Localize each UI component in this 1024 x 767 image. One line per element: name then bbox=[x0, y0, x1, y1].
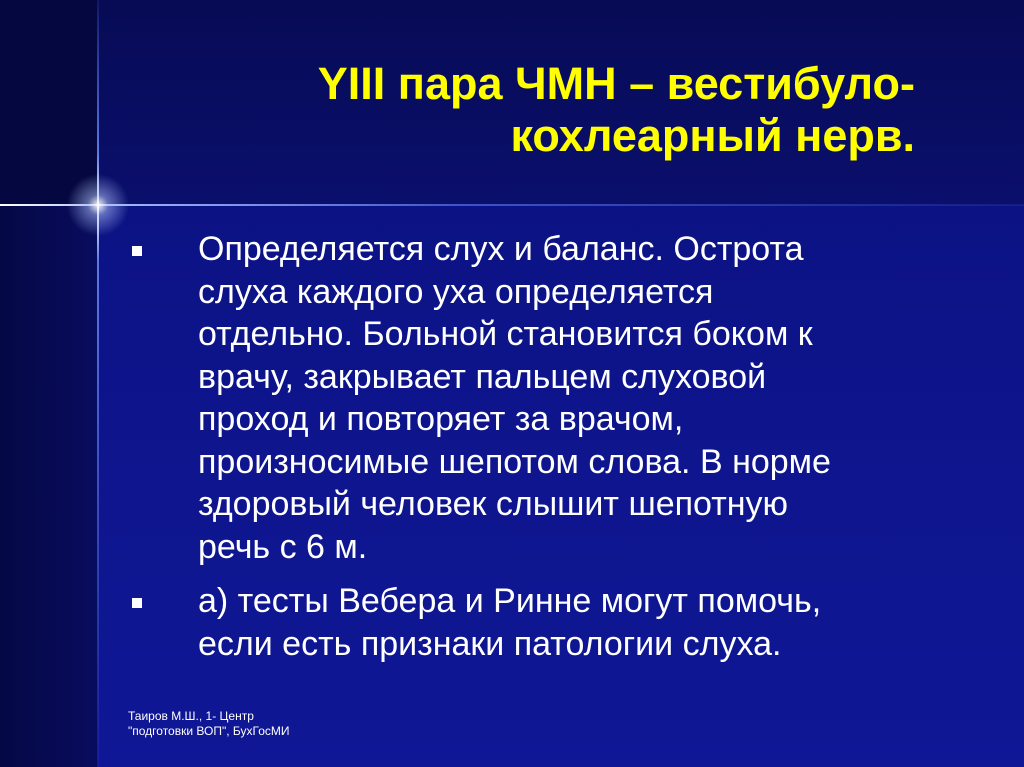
bullet-line: речь с 6 м. bbox=[198, 527, 368, 566]
bullet-line: здоровый человек слышит шепотную bbox=[198, 485, 789, 523]
bullet-line: а) тесты Вебера и Ринне могут помочь, bbox=[198, 582, 822, 620]
bullet-line: отдельно. Больной становится боком к bbox=[198, 315, 813, 353]
bullet-line: слуха каждого уха определяется bbox=[198, 272, 714, 311]
title-line-2: кохлеарный нерв. bbox=[510, 110, 915, 161]
footer-credit bbox=[128, 709, 289, 739]
footer-line-1: Таиров М.Ш., 1- Центр bbox=[128, 709, 254, 723]
bullet-list bbox=[130, 228, 950, 677]
bullet-line: если есть признаки патологии слуха. bbox=[198, 624, 782, 663]
bullet-line: проход и повторяет за врачом, bbox=[198, 400, 684, 438]
star-sparkle-icon bbox=[58, 165, 138, 245]
bullet-line: Определяется слух и баланс. Острота bbox=[198, 230, 804, 268]
vertical-divider bbox=[97, 0, 99, 767]
footer-line-2: "подготовки ВОП", БухГосМИ bbox=[128, 724, 290, 738]
bullet-line: произносимые шепотом слова. В норме bbox=[198, 442, 831, 481]
horizontal-divider bbox=[0, 204, 1024, 206]
bullet-item-1 bbox=[130, 228, 950, 568]
square-bullet-icon bbox=[132, 598, 142, 608]
slide-title bbox=[150, 58, 970, 162]
bullet-item-2 bbox=[130, 580, 950, 665]
square-bullet-icon bbox=[132, 246, 142, 256]
title-line-1: YIII пара ЧМН – вестибуло- bbox=[317, 58, 915, 109]
bullet-line: врачу, закрывает пальцем слуховой bbox=[198, 357, 767, 396]
